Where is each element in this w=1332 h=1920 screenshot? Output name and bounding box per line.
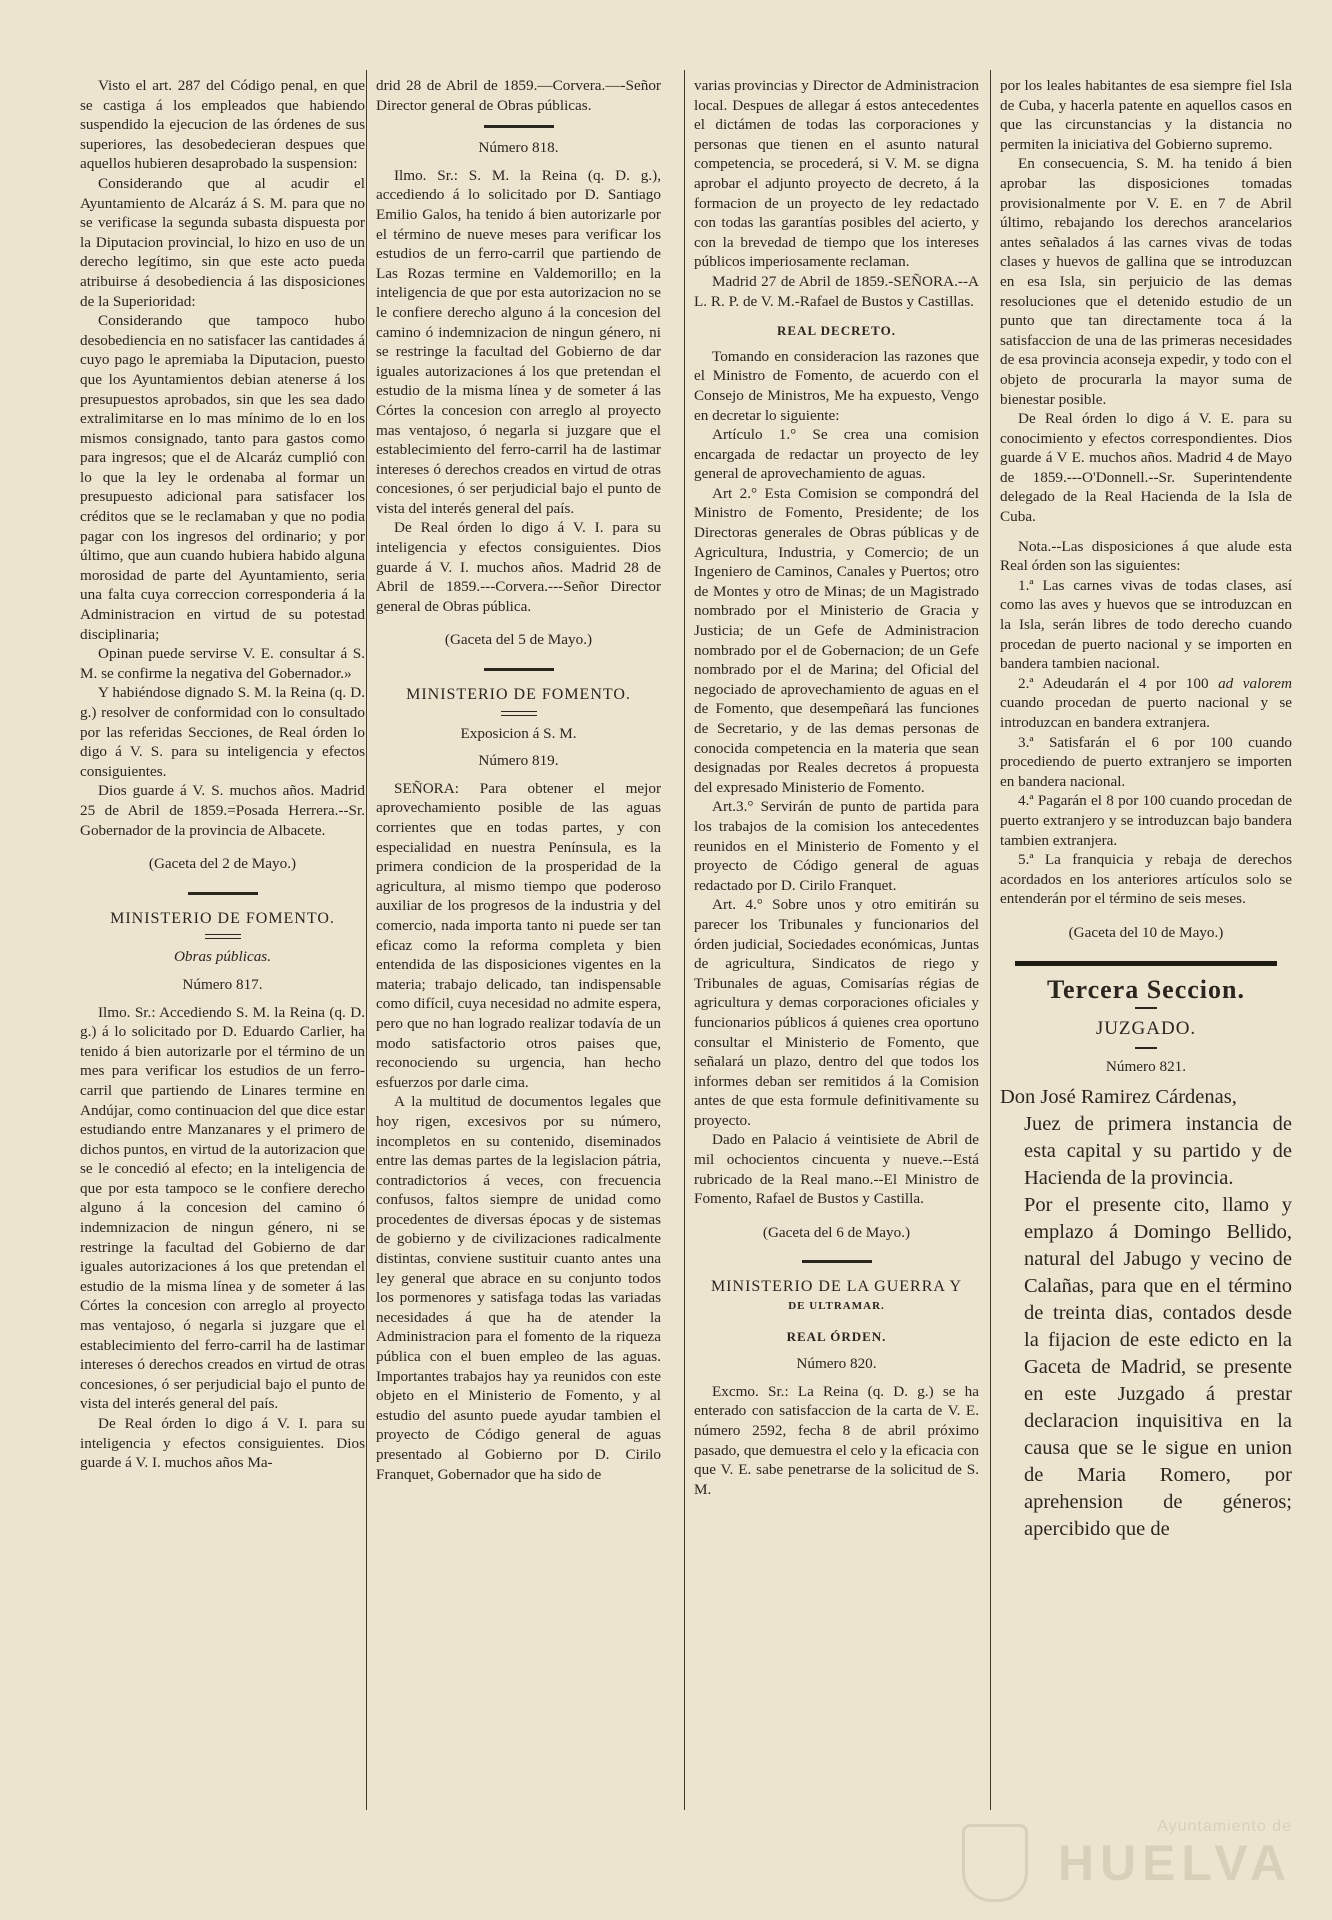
paragraph: Y habiéndose dignado S. M. la Reina (q. D. g.) resolver de conformidad con lo consultado por las referidas Secciones, de Real órden lo digo á V. S. para su inteligencia y efectos consiguientes. bbox=[80, 684, 365, 780]
paragraph: Art 2.° Esta Comision se compondrá del Ministro de Fomento, Presidente; de los Directoras generales de Obras públicas y de Agricultura, Industria, y Comercio; de un Ingeniero de Caminos, Canales y Puertos; otro de Montes y otro de Minas; de un Magistrado nombrado por el Ministerio de Gracia y Justicia; de un Gefe de Administracion nombrado por el de Gobernacion; de un Gefe nombrado por el de Marina; del Oficial del negociado de aprovechamiento de aguas en el de Fomento, que desempeñará las funciones de Secretario, y de las demas personas de conocida competencia en la materia que sean designadas por Reales decretos á propuesta del expresado Ministerio de Fomento. bbox=[694, 484, 979, 796]
paragraph: Madrid 27 de Abril de 1859.-SEÑORA.--A L. R. P. de V. M.-Rafael de Bustos y Castillas. bbox=[694, 272, 979, 310]
ministry-heading: MINISTERIO DE FOMENTO. bbox=[406, 686, 631, 704]
paragraph: Art. 4.° Sobre unos y otro emitirán su parecer los Tribunales y funcionarios del órden judicial, Sociedades económicas, Juntas de agricultura, Sindicatos de riego y Tribunales de aguas, Comisarías régias de agricultura y demas corporaciones oficiales y funcionarios públicos á quienes crea oportuno consultar el Ministerio de Fomento, que señalará un plazo, dentro del que todos los informes deban ser remitidos á la Comision antes de que esta formule definitivamente su proyecto. bbox=[694, 896, 979, 1129]
coat-of-arms-icon bbox=[962, 1824, 1028, 1902]
separator bbox=[501, 711, 537, 716]
order-number: Número 818. bbox=[478, 139, 559, 157]
separator bbox=[484, 125, 554, 128]
list-item: 3.ª Satisfarán el 6 por 100 cuando procediendo de puerto extranjero se importen en bandera nacional. bbox=[1000, 733, 1292, 790]
section-subheading: Exposicion á S. M. bbox=[460, 724, 577, 742]
ministry-heading-line2: DE ULTRAMAR. bbox=[788, 1300, 885, 1313]
order-number: Número 819. bbox=[478, 752, 559, 770]
column-4 bbox=[1000, 76, 1292, 1543]
order-type-heading: REAL ÓRDEN. bbox=[786, 1328, 887, 1344]
separator bbox=[205, 934, 241, 939]
list-item-text: 2.ª Adeudarán el 4 por 100 bbox=[1018, 674, 1209, 692]
section-heading: Tercera Seccion. bbox=[1047, 974, 1245, 1004]
paragraph: Ilmo. Sr.: Accediendo S. M. la Reina (q. D. g.) á lo solicitado por D. Eduardo Carlier, ha tenido á bien autorizarle por el término de un mes para verificar los estudios de un ferro-carril que partiendo de Linares termine en Andújar, como continuacion del que dice estar estudiando entre Manzanares y el primero de dichos puntos, en virtud de la autorizacion que se le concedió al efecto; en la inteligencia de que por esta tampoco se le confiere derecho alguno á la concesion del camino ó indemnizacion de ningun género, ni se restringe la facultad del Gobierno de dar iguales autorizaciones á los que pretendan el estudio de la misma línea y de someter á las Córtes la concesion con arreglo al proyecto mas ventajoso, ó negarla si juzgare que el establecimiento del ferro-carril ha de lastimar intereses ó derechos creados en virtud de otras concesiones, ó ser perjudicial bajo el punto de vista del interés general del país. bbox=[80, 1003, 365, 1413]
column-rule bbox=[684, 70, 685, 1810]
paragraph: Tomando en consideracion las razones que el Ministro de Fomento, de acuerdo con el Consejo de Ministros, Me ha expuesto, Vengo en decretar lo siguiente: bbox=[694, 347, 979, 424]
order-number: Número 817. bbox=[182, 975, 263, 993]
list-item: 4.ª Pagarán el 8 por 100 cuando procedan de puerto extranjero y se introduzcan bajo bandera tambien extranjera. bbox=[1000, 792, 1292, 849]
order-number: Número 821. bbox=[1105, 1057, 1187, 1075]
column-2 bbox=[376, 76, 661, 1484]
edict-text bbox=[1000, 1084, 1292, 1543]
gaceta-citation: (Gaceta del 6 de Mayo.) bbox=[762, 1223, 911, 1241]
court-heading: JUZGADO. bbox=[1095, 1018, 1197, 1040]
paragraph: Excmo. Sr.: La Reina (q. D. g.) se ha enterado con satisfaccion de la carta de V. E. número 2592, fecha 8 de abril próximo pasado, que demuestra el celo y la eficacia con que V. E. sabe penetrarse de la solicitud de S. M. bbox=[694, 1382, 979, 1498]
decree-heading: REAL DECRETO. bbox=[777, 323, 896, 339]
note-heading: Nota.--Las disposiciones á que alude esta Real órden son las siguientes: bbox=[1000, 537, 1292, 575]
gaceta-citation: (Gaceta del 2 de Mayo.) bbox=[148, 855, 297, 873]
paragraph: Don José Ramirez Cárdenas, bbox=[1000, 1086, 1237, 1109]
order-number: Número 820. bbox=[796, 1355, 877, 1373]
gaceta-citation: (Gaceta del 10 de Mayo.) bbox=[1068, 923, 1224, 941]
huelva-watermark bbox=[962, 1818, 1292, 1908]
ministry-heading: MINISTERIO DE LA GUERRA Y bbox=[710, 1278, 963, 1296]
paragraph: Considerando que al acudir el Ayuntamiento de Alcaráz á S. M. para que no se verificase la segunda subasta dispuesta por la Diputacion provincial, lo hizo en uso de un derecho legítimo, sin que este acto pueda atribuirse á desobediencia á las disposiciones de la Superioridad: bbox=[80, 174, 365, 310]
column-1 bbox=[80, 76, 365, 1473]
separator bbox=[484, 668, 554, 671]
column-rule bbox=[990, 70, 991, 1810]
section-subheading: Obras públicas. bbox=[173, 948, 272, 966]
paragraph: Ilmo. Sr.: S. M. la Reina (q. D. g.), accediendo á lo solicitado por D. Santiago Emilio Galos, ha tenido á bien autorizarle por el término de nueve meses para verificar los estudios de un ferro-carril que partiendo de Las Rozas termine en Valdemorillo; en la inteligencia de que por esta autorizacion no se le confiere derecho alguno á la concesion del camino ó indemnizacion de ningun género, ni se restringe la facultad del Gobierno de dar iguales autorizaciones á los que pretendan el estudio de la misma línea y de someter á las Córtes la concesion con arreglo al proyecto mas ventajoso, ó negarla si juzgare que el establecimiento del ferro-carril ha de lastimar intereses ó derechos creados en virtud de otras concesiones, ó ser perjudicial bajo el punto de vista del interés general del país. bbox=[376, 166, 661, 517]
paragraph: De Real órden lo digo á V. E. para su conocimiento y efectos correspondientes. Dios guarde á V E. muchos años. Madrid 4 de Mayo de 1859.---O'Donnell.--Sr. Superintendente delegado de la Real Hacienda de la Isla de Cuba. bbox=[1000, 410, 1292, 526]
paragraph: SEÑORA: Para obtener el mejor aprovechamiento posible de las aguas corrientes que en todas partes, y con especialidad en nuestra Península, es la primera condicion de la prosperidad de la agricultura, al mismo tiempo que poderoso auxiliar de los progresos de la industria y del comercio, nada importa tanto ni puede ser tan eficaz como la reforma completa y bien entendida de las disposiciones vigentes en la materia; trabajo delicado, tan indispensable como difícil, cuya necesidad no admite espera, pero que no han logrado realizar todavía de un modo satisfactorio otros paises que, reconociendo su urgencia, han hecho esfuerzos por darle cima. bbox=[376, 779, 661, 1091]
paragraph: Dios guarde á V. S. muchos años. Madrid 25 de Abril de 1859.=Posada Herrera.--Sr. Gobernador de la provincia de Albacete. bbox=[80, 782, 365, 839]
paragraph: Juez de primera instancia de esta capital y su partido y de Hacienda de la provincia. bbox=[1024, 1113, 1292, 1190]
separator bbox=[1015, 961, 1277, 966]
watermark-top-text: Ayuntamiento de bbox=[1157, 1818, 1292, 1835]
paragraph: Dado en Palacio á veintisiete de Abril de mil ochocientos cincuenta y nueve.--Está rubricado de la Real mano.--El Ministro de Fomento, Rafael de Bustos y Castilla. bbox=[694, 1131, 979, 1208]
paragraph: A la multitud de documentos legales que hoy rigen, excesivos por su número, incompletos en su contenido, diseminados entre las demas partes de la legislacion pátria, contradictorios á veces, con frecuencia confusos, faltos siempre de unidad como procedentes de diversas épocas y de sistemas de gobierno y de civilizaciones radicalmente distintas, conviene sustituir cuanto antes una ley general que abrace en su conjunto todos los pormenores y satisfaga todas las variadas necesidades á que ha de atender la Administracion para el fomento de la riqueza pública con el buen empleo de las aguas. Importantes trabajos hay ya reunidos con este objeto en el Ministerio de Fomento, y al estudio del asunto puede ayudar tambien el proyecto de Código general de aguas presentado al Gobierno por D. Cirilo Franquet, Gobernador que ha sido de bbox=[376, 1093, 661, 1483]
list-item-text: cuando procedan de puerto nacional y se introduzcan en bandera extranjera. bbox=[1000, 694, 1292, 731]
gaceta-citation: (Gaceta del 5 de Mayo.) bbox=[444, 631, 593, 649]
paragraph: Artículo 1.° Se crea una comision encargada de redactar un proyecto de ley general de aprovechamiento de aguas. bbox=[694, 426, 979, 483]
column-rule bbox=[366, 70, 367, 1810]
list-item: 5.ª La franquicia y rebaja de derechos acordados en los anteriores artículos solo se entenderán por el término de seis meses. bbox=[1000, 851, 1292, 908]
paragraph: En consecuencia, S. M. ha tenido á bien aprobar las disposiciones tomadas provisionalmente por V. E. en 7 de Abril último, rebajando los derechos arancelarios antes señalados á las carnes vivas de todas clases y huevos de gallina que se introduzcan en esa Isla, sin perjuicio de las demas resoluciones que el detenido estudio de un punto que tan directamente toca á la satisfaccion de una de las primeras necesidades de esa provincia aconseja expedir, y todo con el objeto de procurarla la mayor suma de bienestar posible. bbox=[1000, 155, 1292, 408]
paragraph: drid 28 de Abril de 1859.—Corvera.—-Señor Director general de Obras públicas. bbox=[376, 77, 661, 114]
list-item bbox=[1000, 674, 1292, 733]
separator bbox=[1135, 1047, 1157, 1049]
column-3 bbox=[694, 76, 979, 1499]
paragraph: Por el presente cito, llamo y emplazo á Domingo Bellido, natural del Jabugo y vecino de Calañas, para que en el término de treinta dias, contados desde la fijacion de este edicto en la Gaceta de Madrid, se presente en este Juzgado á prestar declaracion inquisitiva en la causa que se le sigue en union de Maria Romero, por aprehension de géneros; apercibido que de bbox=[1024, 1194, 1292, 1541]
ministry-heading: MINISTERIO DE FOMENTO. bbox=[110, 909, 335, 927]
paragraph: Art.3.° Servirán de punto de partida para los trabajos de la comision los antecedentes reunidos en el Ministerio de Fomento y el proyecto de Código general de aguas redactado por D. Cirilo Franquet. bbox=[694, 798, 979, 894]
list-item-italic: ad valorem bbox=[1218, 674, 1292, 692]
paragraph: De Real órden lo digo á V. I. para su inteligencia y efectos consiguientes. Dios guarde á V. I. muchos años Ma- bbox=[80, 1415, 365, 1472]
separator bbox=[188, 892, 258, 895]
paragraph: Visto el art. 287 del Código penal, en que se castiga á los empleados que habiendo suspendido la ejecucion de las órdenes de sus superiores, las desobedecieran despues que aquellos hubieren desaprobado la suspension: bbox=[80, 77, 365, 173]
separator bbox=[1135, 1007, 1157, 1009]
paragraph: por los leales habitantes de esa siempre fiel Isla de Cuba, y hacerla patente en aquellos casos en que las circunstancias y la distancia no permiten la iniciativa del Gobierno supremo. bbox=[1000, 77, 1292, 153]
list-item: 1.ª Las carnes vivas de todas clases, así como las aves y huevos que se introduzcan en la Isla, serán libres de todo derecho cuando procedan de puerto nacional y se importen en bandera tambien nacional. bbox=[1000, 576, 1292, 673]
paragraph: varias provincias y Director de Administracion local. Despues de allegar á estos antecedentes el dictámen de todas las corporaciones y personas que tienen en el asunto natural competencia, se procederá, si V. M. se digna aprobar el adjunto proyecto de decreto, á la formacion de un proyecto de ley redactado con todas las garantías posibles del acierto, y con la brevedad de tiempo que los intereses públicos imperiosamente reclaman. bbox=[694, 77, 979, 271]
paragraph: Opinan puede servirse V. E. consultar á S. M. se confirme la negativa del Gobernador.» bbox=[80, 645, 365, 682]
paragraph: Considerando que tampoco hubo desobediencia en no satisfacer las cantidades á cuyo pago le apremiaba la Diputacion, puesto que los Ayuntamientos debian atenerse á los presupuestos aprobados, sin que les sea dado extralimitarse en lo mas mínimo de lo en los mismos consignado, tanto para gastos como para ingresos; que el de Alcaráz cumplió con lo que la ley le ordenaba al formar un presupuesto adicional para satisfacer los créditos que se le reclamaban y que no podia pagar con los ingresos del ordinario; y por último, que aun cuando hubiera habido alguna morosidad de parte del Ayuntamiento, seria una falta cuya correccion corresponderia á la Administracion en virtud de su potestad disciplinaria; bbox=[80, 312, 365, 643]
separator bbox=[802, 1260, 872, 1263]
watermark-big-text: HUELVA bbox=[1057, 1835, 1292, 1891]
paragraph: De Real órden lo digo á V. I. para su inteligencia y efectos consiguientes. Dios guarde á V. I. muchos años. Madrid 28 de Abril de 1859.---Corvera.---Señor Director general de Obras pública. bbox=[376, 519, 661, 615]
